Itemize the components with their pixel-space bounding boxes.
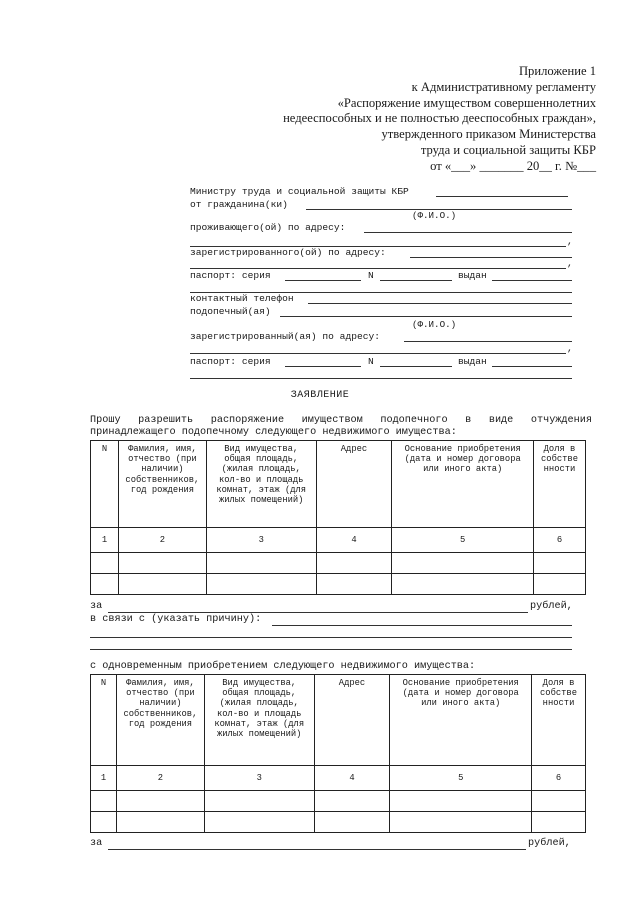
col-header-property-type: Вид имущества, общая площадь, (жилая площадь, кол-во и площадь комнат, этаж (для жилых помещений) <box>204 675 314 766</box>
fill-line[interactable] <box>190 268 566 269</box>
column-number: 2 <box>118 528 206 553</box>
table-row <box>91 553 586 574</box>
from-label: от гражданина(ки) <box>190 199 288 210</box>
table-cell[interactable] <box>204 791 314 812</box>
fio-caption: (Ф.И.О.) <box>412 319 457 330</box>
col-header-property-type: Вид имущества, общая площадь, (жилая площадь, кол-во и площадь комнат, этаж (для жилых помещений) <box>206 441 316 528</box>
passport-label: паспорт: серия <box>190 356 271 367</box>
table-cell[interactable] <box>206 574 316 595</box>
comma: , <box>567 343 573 354</box>
simultaneous-acquisition-text: с одновременным приобретением следующего недвижимого имущества: <box>90 661 476 672</box>
column-number: 2 <box>116 766 204 791</box>
col-header-share: Доля в собстве нности <box>532 675 586 766</box>
appendix-line: труда и социальной защиты КБР <box>420 142 596 157</box>
col-header-acquisition-basis: Основание приобретения (дата и номер договора или иного акта) <box>390 675 532 766</box>
table-cell[interactable] <box>91 553 119 574</box>
number-sign: N <box>368 356 374 367</box>
ward-label: подопечный(ая) <box>190 306 271 317</box>
issued-label: выдан <box>458 356 487 367</box>
price-line[interactable] <box>108 612 528 613</box>
column-number: 3 <box>206 528 316 553</box>
column-number: 6 <box>532 766 586 791</box>
table-cell[interactable] <box>91 812 117 833</box>
col-header-owners: Фамилия, имя, отчество (при наличии) собственников, год рождения <box>118 441 206 528</box>
passport-number-line[interactable] <box>380 366 452 367</box>
fill-line[interactable] <box>410 257 572 258</box>
minister-label: Министру труда и социальной защиты КБР <box>190 186 409 197</box>
price-prefix: за <box>90 601 103 612</box>
table-cell[interactable] <box>91 574 119 595</box>
table-cell[interactable] <box>316 574 392 595</box>
request-paragraph: Прошу разрешить распоряжение имуществом подопечного в виде отчуждения принадлежащего подопечному следующего недвижимого имущества: <box>90 415 592 438</box>
ward-registered-label: зарегистрированный(ая) по адресу: <box>190 331 380 342</box>
table-cell[interactable] <box>204 812 314 833</box>
fill-line[interactable] <box>308 303 572 304</box>
appendix-line: Приложение 1 <box>518 64 596 78</box>
passport-series-line[interactable] <box>285 366 361 367</box>
table-cell[interactable] <box>392 574 534 595</box>
table-cell[interactable] <box>390 812 532 833</box>
column-number: 1 <box>91 766 117 791</box>
table-cell[interactable] <box>534 574 586 595</box>
comma: , <box>567 236 573 247</box>
col-header-number: N <box>91 441 119 528</box>
column-number: 5 <box>390 766 532 791</box>
column-number: 6 <box>534 528 586 553</box>
column-number: 4 <box>316 528 392 553</box>
table-cell[interactable] <box>116 812 204 833</box>
fill-line[interactable] <box>436 196 568 197</box>
column-number: 4 <box>314 766 390 791</box>
issued-label: выдан <box>458 270 487 281</box>
price-prefix: за <box>90 838 103 849</box>
table-cell[interactable] <box>116 791 204 812</box>
fill-line[interactable] <box>364 232 572 233</box>
fill-line[interactable] <box>492 280 572 281</box>
passport-number-line[interactable] <box>380 280 452 281</box>
col-header-address: Адрес <box>316 441 392 528</box>
property-acquisition-table <box>90 674 586 833</box>
price-suffix: рублей, <box>530 601 573 612</box>
statement-title: ЗАЯВЛЕНИЕ <box>290 390 350 401</box>
fill-line[interactable] <box>492 366 572 367</box>
table-cell[interactable] <box>534 553 586 574</box>
appendix-block <box>236 64 596 175</box>
appendix-line: утвержденного приказом Министерства <box>381 127 596 142</box>
appendix-line: от «___» _______ 20__ г. №___ <box>430 158 596 173</box>
fill-line[interactable] <box>190 353 566 354</box>
table-cell[interactable] <box>392 553 534 574</box>
price-line[interactable] <box>108 849 526 850</box>
table-cell[interactable] <box>316 553 392 574</box>
table-cell[interactable] <box>314 812 390 833</box>
table-cell[interactable] <box>118 574 206 595</box>
table-cell[interactable] <box>532 812 586 833</box>
fill-line[interactable] <box>280 316 572 317</box>
table-cell[interactable] <box>206 553 316 574</box>
fill-line[interactable] <box>272 625 572 626</box>
passport-label: паспорт: серия <box>190 270 271 281</box>
fio-caption: (Ф.И.О.) <box>412 210 457 221</box>
fill-line[interactable] <box>90 649 572 650</box>
fill-line[interactable] <box>90 637 572 638</box>
price-suffix: рублей, <box>528 838 571 849</box>
table-cell[interactable] <box>532 791 586 812</box>
appendix-line: недееспособных и не полностью дееспособных граждан», <box>283 111 596 126</box>
column-number: 1 <box>91 528 119 553</box>
table-header-row <box>91 441 586 528</box>
property-alienation-table <box>90 440 586 595</box>
column-number-row <box>91 766 586 791</box>
column-number: 3 <box>204 766 314 791</box>
column-number: 5 <box>392 528 534 553</box>
col-header-share: Доля в собстве нности <box>534 441 586 528</box>
number-sign: N <box>368 270 374 281</box>
table-row <box>91 791 586 812</box>
table-row <box>91 812 586 833</box>
phone-label: контактный телефон <box>190 293 294 304</box>
col-header-number: N <box>91 675 117 766</box>
col-header-acquisition-basis: Основание приобретения (дата и номер договора или иного акта) <box>392 441 534 528</box>
appendix-line: к Административному регламенту <box>411 79 596 94</box>
column-number-row <box>91 528 586 553</box>
table-cell[interactable] <box>390 791 532 812</box>
comma: , <box>567 258 573 269</box>
appendix-line: «Распоряжение имуществом совершеннолетних <box>337 95 596 110</box>
table-cell[interactable] <box>314 791 390 812</box>
registered-label: зарегистрированного(ой) по адресу: <box>190 247 386 258</box>
passport-series-line[interactable] <box>285 280 361 281</box>
table-header-row <box>91 675 586 766</box>
fill-line[interactable] <box>190 378 572 379</box>
residing-label: проживающего(ой) по адресу: <box>190 222 346 233</box>
fill-line[interactable] <box>404 341 572 342</box>
table-row <box>91 574 586 595</box>
table-cell[interactable] <box>118 553 206 574</box>
table-cell[interactable] <box>91 791 117 812</box>
col-header-address: Адрес <box>314 675 390 766</box>
col-header-owners: Фамилия, имя, отчество (при наличии) собственников, год рождения <box>116 675 204 766</box>
reason-label: в связи с (указать причину): <box>90 614 262 625</box>
